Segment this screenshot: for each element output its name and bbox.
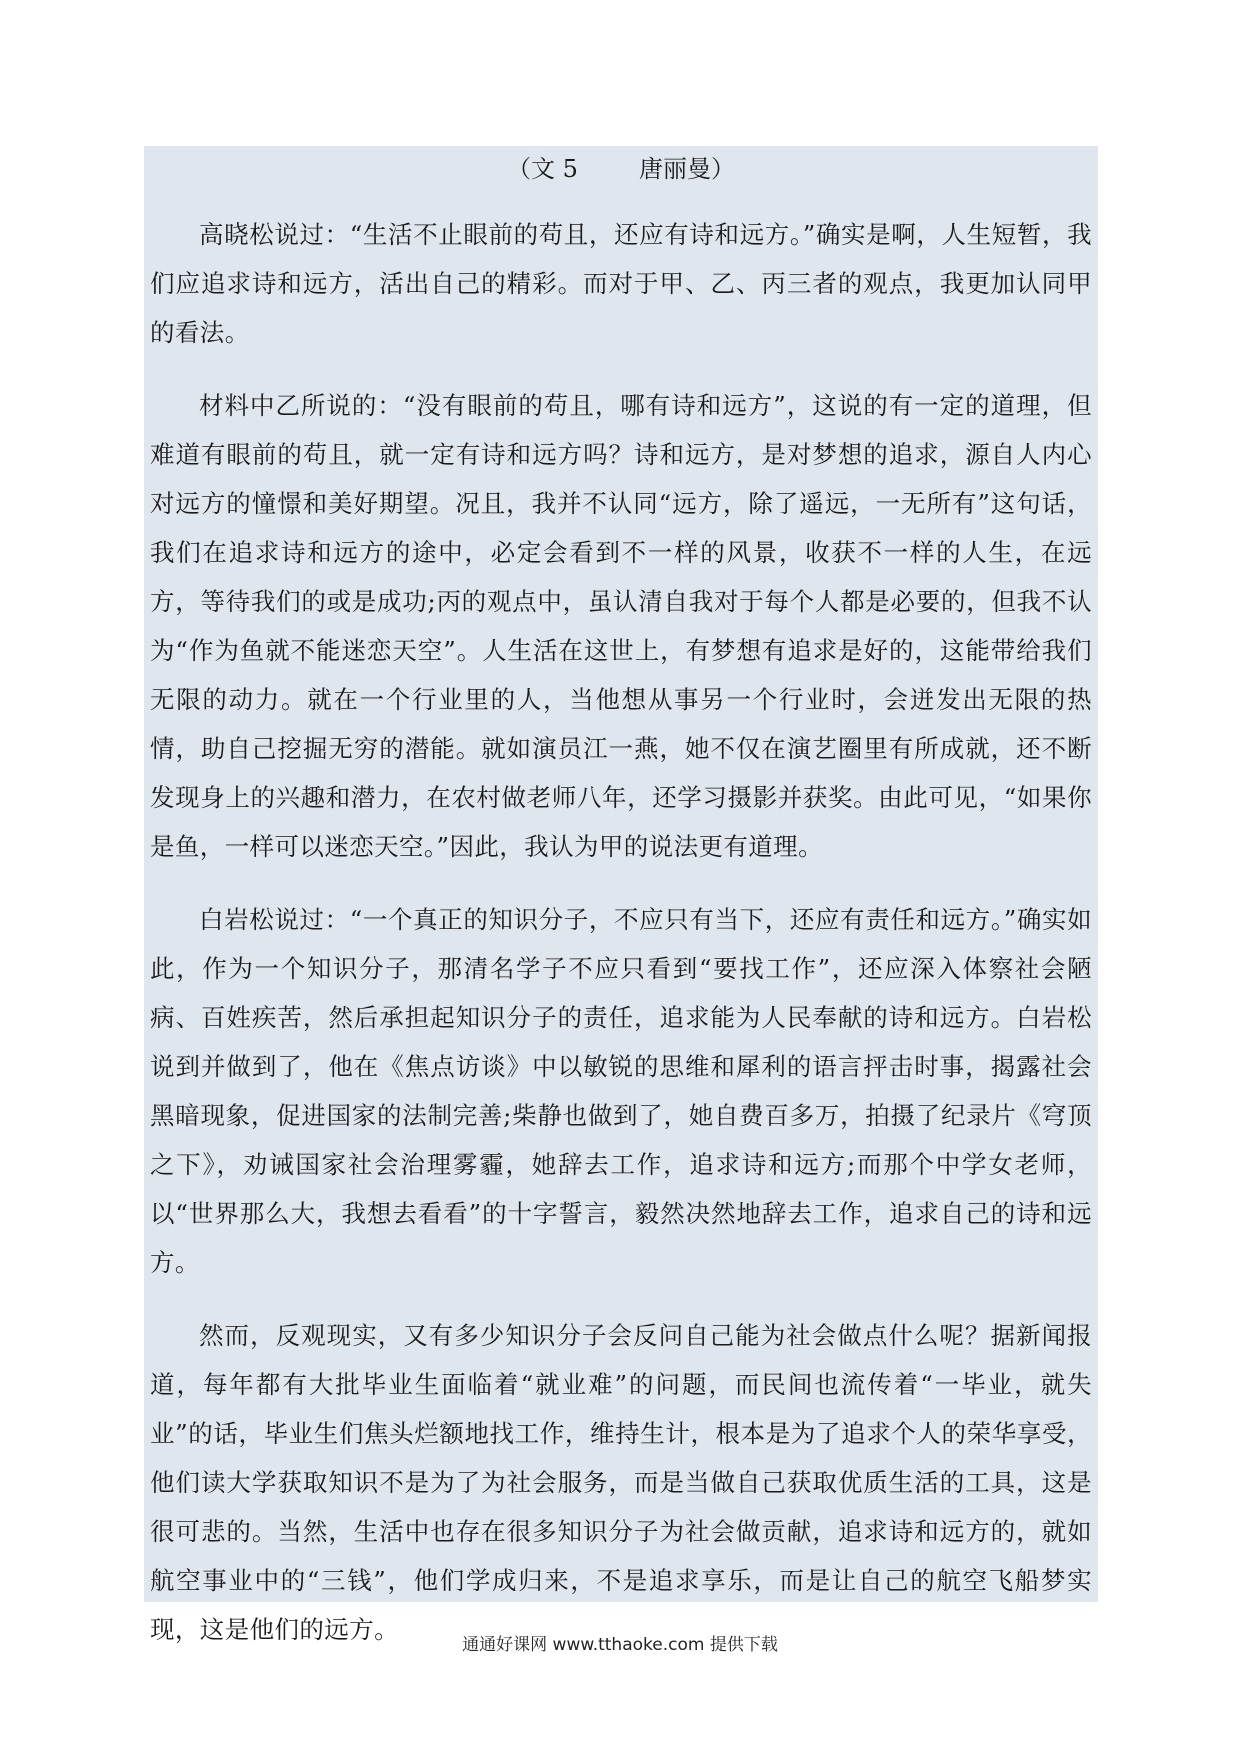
essay-paragraph-3: 白岩松说过：“一个真正的知识分子，不应只有当下，还应有责任和远方。”确实如此，作为一个知识分子，那清名学子不应只看到“要找工作”，还应深入体察社会陋病、百姓疾苦，然后承担起知识分子的责任，追求能为人民奉献的诗和远方。白岩松说到并做到了，他在《焦点访谈》中以敏锐的思维和犀利的语言抨击时事，揭露社会黑暗现象，促进国家的法制完善;柴静也做到了，她自费百多万，拍摄了纪录片《穹顶之下》，劝诫国家社会治理雾霾，她辞去工作，追求诗和远方;而那个中学女老师，以“世界那么大，我想去看看”的十字誓言，毅然决然地辞去工作，追求自己的诗和远方。: [150, 905, 1092, 1277]
essay-title: （文 5 唐丽曼）: [507, 155, 735, 183]
essay-paragraph-4: 然而，反观现实，又有多少知识分子会反问自己能为社会做点什么呢？据新闻报道，每年都有大批毕业生面临着“就业难”的问题，而民间也流传着“一毕业，就失业”的话，毕业生们焦头烂额地找工作，维持生计，根本是为了追求个人的荣华享受，他们读大学获取知识不是为了为社会服务，而是当做自己获取优质生活的工具，这是很可悲的。当然，生活中也存在很多知识分子为社会做贡献，追求诗和远方的，就如航空事业中的“三钱”，他们学成归来，不是追求享乐，而是让自己的航空飞船梦实现，这是他们的远方。: [150, 1321, 1092, 1644]
essay-panel: [144, 146, 1098, 1644]
page-footer: 通通好课网 www.tthaoke.com 提供下载: [462, 1635, 778, 1655]
essay-paragraph-1: 高晓松说过：“生活不止眼前的苟且，还应有诗和远方。”确实是啊，人生短暂，我们应追求诗和远方，活出自己的精彩。而对于甲、乙、丙三者的观点，我更加认同甲的看法。: [150, 220, 1092, 347]
essay-paragraph-2: 材料中乙所说的：“没有眼前的苟且，哪有诗和远方”，这说的有一定的道理，但难道有眼前的苟且，就一定有诗和远方吗？诗和远方，是对梦想的追求，源自人内心对远方的憧憬和美好期望。况且，我并不认同“远方，除了遥远，一无所有”这句话，我们在追求诗和远方的途中，必定会看到不一样的风景，收获不一样的人生，在远方，等待我们的或是成功;丙的观点中，虽认清自我对于每个人都是必要的，但我不认为“作为鱼就不能迷恋天空”。人生活在这世上，有梦想有追求是好的，这能带给我们无限的动力。就在一个行业里的人，当他想从事另一个行业时，会迸发出无限的热情，助自己挖掘无穷的潜能。就如演员江一燕，她不仅在演艺圈里有所成就，还不断发现身上的兴趣和潜力，在农村做老师八年，还学习摄影并获奖。由此可见，“如果你是鱼，一样可以迷恋天空。”因此，我认为甲的说法更有道理。: [150, 391, 1092, 861]
